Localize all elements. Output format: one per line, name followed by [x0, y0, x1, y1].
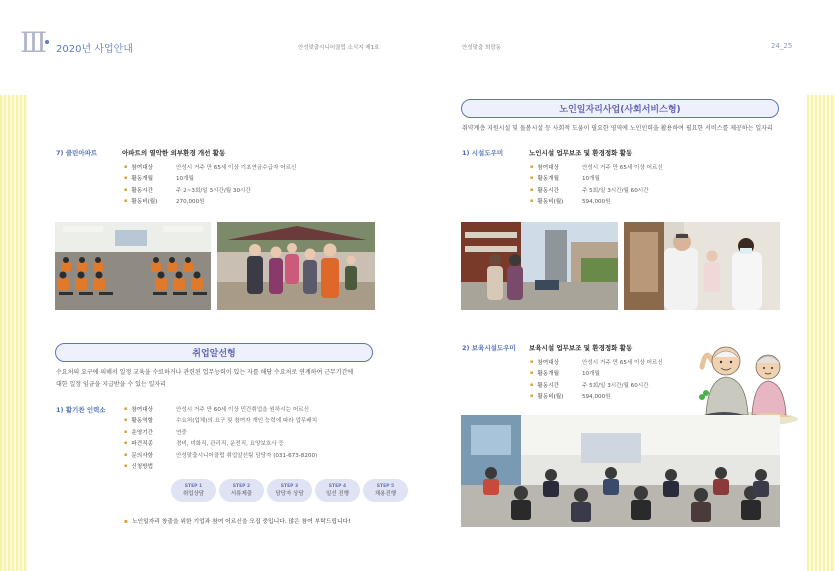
info-key: ▪ 파견직종: [124, 439, 176, 447]
page-numbers: 24_25: [771, 42, 793, 50]
page-header: [0, 0, 835, 60]
info-row: [124, 403, 317, 415]
step-number: STEP 2: [232, 484, 251, 489]
info-value: 연중: [176, 429, 187, 436]
info-row: [530, 391, 663, 403]
info-key: ▪ 활동시간: [530, 186, 582, 194]
recruitment-note: ▪ 노인일자리 창출을 위한 기업과 참여 어르신을 모집 중입니다. 많은 참여 부탁드립니다!: [124, 516, 351, 525]
info-key: ▪ 활동개월: [530, 369, 582, 377]
info-key: ▪ 운영기간: [124, 428, 176, 436]
info-value: 수요처(업체)의 요구 및 참여자 개인 능력에 따라 업무배치: [176, 418, 318, 425]
info-row: [124, 161, 296, 173]
info-key: ▪ 참여대상: [124, 163, 176, 171]
employment-section-pill: 취업알선형: [55, 343, 373, 362]
outdoor-cleanup-photo: [217, 222, 375, 310]
info-row: [124, 184, 296, 196]
facility-title: 노인시설 업무보조 및 환경정화 활동: [529, 149, 633, 157]
info-value: 594,000원: [582, 199, 611, 206]
step-label: 채용진행: [374, 491, 397, 497]
info-value: 10개월: [176, 176, 194, 183]
step-number: STEP 1: [184, 484, 203, 489]
employment-info-list: [124, 403, 317, 472]
info-value: 안성시 거주 만 65세 이상 어르신: [582, 164, 663, 171]
right-stripe-decoration: [807, 95, 835, 571]
chapter-dot: [45, 40, 49, 44]
step-badge: [267, 479, 312, 502]
facility-subhead: 1) 시설도우미: [462, 149, 504, 157]
info-key: ▪ 활동비(월): [124, 197, 176, 205]
childcare-subhead: 2) 보육시설도우미: [462, 344, 516, 352]
left-stripe-decoration: [0, 95, 28, 571]
step-label: 일선 진행: [325, 491, 349, 497]
info-value: 안성시 거주 만 65세 이상 어르신: [582, 359, 663, 366]
info-row: [124, 426, 317, 438]
info-row: [530, 379, 663, 391]
info-key: ▪ 문의사항: [124, 451, 176, 459]
step-label: 취업상담: [182, 491, 205, 497]
info-value: 주 2~3회/일 3시간/월 30시간: [176, 187, 251, 194]
chapter-roman-numeral: Ⅲ: [20, 26, 46, 59]
application-steps: [171, 479, 408, 502]
apartment-info-list: [124, 161, 296, 207]
facility-exterior-photo: [461, 222, 618, 310]
info-row: [530, 356, 663, 368]
info-key: ▪ 활동비(월): [530, 197, 582, 205]
info-value: 경비, 미화직, 관리직, 운전직, 요양보호사 등: [176, 441, 284, 448]
info-value: 안성시 거주 만 60세 이상 민간취업을 원하시는 어르신: [176, 406, 310, 413]
info-key: ▪ 참여대상: [124, 405, 176, 413]
info-key: ▪ 활동시간: [124, 186, 176, 194]
info-row: [124, 438, 317, 450]
classroom-training-photo: [55, 222, 211, 310]
employment-subhead: 1) 활기찬 인력소: [56, 406, 106, 414]
employment-description-line2: 대한 일정 임금을 지급받을 수 있는 일자리: [56, 381, 166, 388]
info-row: [124, 415, 317, 427]
step-label: 담당자 상담: [275, 491, 304, 497]
info-key: ▪ 활동시간: [530, 381, 582, 389]
social-service-section-pill: 노인일자리사업(사회서비스형): [461, 99, 779, 118]
step-number: STEP 5: [376, 484, 395, 489]
step-number: STEP 4: [328, 484, 347, 489]
childcare-classroom-photo: [461, 415, 780, 527]
info-value: 10개월: [582, 176, 600, 183]
step-badge: [315, 479, 360, 502]
step-badge: [219, 479, 264, 502]
info-value: 10개월: [582, 371, 600, 378]
social-service-description: 취약계층 지원시설 및 돌봄시설 등 사회적 도움이 필요한 영역에 노인인력을 활용하여 필요한 서비스를 제공하는 일자리: [462, 125, 773, 132]
info-row: [124, 461, 317, 473]
info-row: [530, 161, 663, 173]
info-value: 주 5회/일 3시간/월 60시간: [582, 187, 649, 194]
facility-info-list: [530, 161, 663, 207]
info-key: ▪ 참여대상: [530, 163, 582, 171]
info-value: 안성맞춤시니어클럽 취업알선팀 담당자 (031-673-8200): [176, 452, 318, 459]
step-label: 서류제출: [230, 491, 253, 497]
info-value: 270,000원: [176, 199, 205, 206]
childcare-title: 보육시설 업무보조 및 환경정화 활동: [529, 344, 633, 352]
section-title: 2020년 사업안내: [56, 44, 133, 55]
info-row: [530, 196, 663, 208]
publication-title-right: 안성맞춤 희망동: [462, 45, 501, 51]
step-badge: [171, 479, 216, 502]
info-row: [124, 173, 296, 185]
step-number: STEP 3: [280, 484, 299, 489]
info-value: 주 5회/일 3시간/월 60시간: [582, 382, 649, 389]
info-row: [124, 449, 317, 461]
apartment-subhead: 7) 클린아파트: [56, 149, 98, 157]
info-key: ▪ 활동개월: [124, 174, 176, 182]
publication-title-left: 안성맞춤시니어클럽 소식지 제1호: [298, 45, 380, 51]
info-key: ▪ 활동개월: [530, 174, 582, 182]
info-key: ▪ 참여대상: [530, 358, 582, 366]
employment-description-line1: 수요처의 요구에 의해서 일정 교육을 수료하거나 관련된 업무능력이 있는 자를 해당 수요처로 연계하여 근무기간에: [56, 369, 354, 376]
apartment-title: 아파트의 열악한 외부환경 개선 활동: [122, 149, 226, 157]
info-row: [530, 184, 663, 196]
info-key: ▪ 활동비(월): [530, 392, 582, 400]
indoor-care-photo: [624, 222, 780, 310]
info-value: 안성시 거주 만 65세 이상 기초연금수급자 어르신: [176, 164, 297, 171]
info-key: ▪ 신청방법: [124, 462, 176, 470]
info-value: 594,000원: [582, 394, 611, 401]
info-row: [530, 368, 663, 380]
childcare-info-list: [530, 356, 663, 402]
info-row: [530, 173, 663, 185]
step-badge: [363, 479, 408, 502]
info-row: [124, 196, 296, 208]
seniors-illustration: [688, 327, 798, 427]
info-key: ▪ 활동역할: [124, 416, 176, 424]
